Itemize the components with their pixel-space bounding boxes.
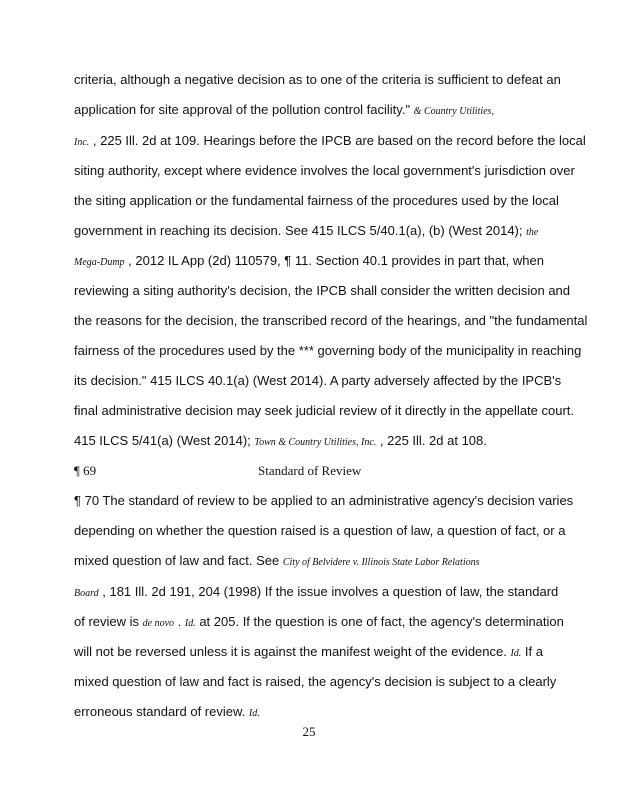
body-line: application for site approval of the pollution control facility." & Country Utilities, (74, 102, 494, 117)
body-line: of review is de novo . Id. at 205. If the question is one of fact, the agency's determination (74, 614, 564, 629)
body-line: final administrative decision may seek judicial review of it directly in the appellate court. (74, 403, 575, 418)
body-line: mixed question of law and fact is raised, the agency's decision is subject to a clearly (74, 674, 557, 689)
body-line: the siting application or the fundamental fairness of the procedures used by the local (74, 193, 559, 208)
body-line: ¶ 70 The standard of review to be applied to an administrative agency's decision varies (74, 493, 574, 508)
body-line: fairness of the procedures used by the *** governing body of the municipality in reaching (74, 343, 582, 358)
body-line: the reasons for the decision, the transcribed record of the hearings, and "the fundamental (74, 313, 588, 328)
body-line: will not be reversed unless it is against the manifest weight of the evidence. Id. If a (74, 644, 543, 659)
section-title: Standard of Review (258, 463, 362, 478)
body-line: mixed question of law and fact. See City of Belvidere v. Illinois State Labor Relations (74, 553, 480, 568)
body-line: Mega-Dump , 2012 IL App (2d) 110579, ¶ 11. Section 40.1 provides in part that, when (74, 253, 544, 268)
body-line: depending on whether the question raised is a question of law, a question of fact, or a (74, 523, 566, 538)
body-line: government in reaching its decision. See 415 ILCS 5/40.1(a), (b) (West 2014); the (74, 223, 539, 238)
paragraph-number: ¶ 69 (74, 463, 97, 478)
body-line: its decision." 415 ILCS 40.1(a) (West 2014). A party adversely affected by the IPCB's (74, 373, 562, 388)
body-line: Board , 181 Ill. 2d 191, 204 (1998) If the issue involves a question of law, the standard (74, 584, 559, 599)
body-line: erroneous standard of review. Id. (74, 704, 260, 719)
body-line: reviewing a siting authority's decision, the IPCB shall consider the written decision and (74, 283, 571, 298)
body-line: siting authority, except where evidence involves the local government's jurisdiction over (74, 163, 575, 178)
page-number: 25 (302, 724, 316, 739)
body-line: Inc. , 225 Ill. 2d at 109. Hearings before the IPCB are based on the record before the local (74, 133, 586, 148)
body-line: 415 ILCS 5/41(a) (West 2014); Town & Country Utilities, Inc. , 225 Ill. 2d at 108. (74, 433, 487, 448)
body-line: criteria, although a negative decision as to one of the criteria is sufficient to defeat an (74, 72, 561, 87)
